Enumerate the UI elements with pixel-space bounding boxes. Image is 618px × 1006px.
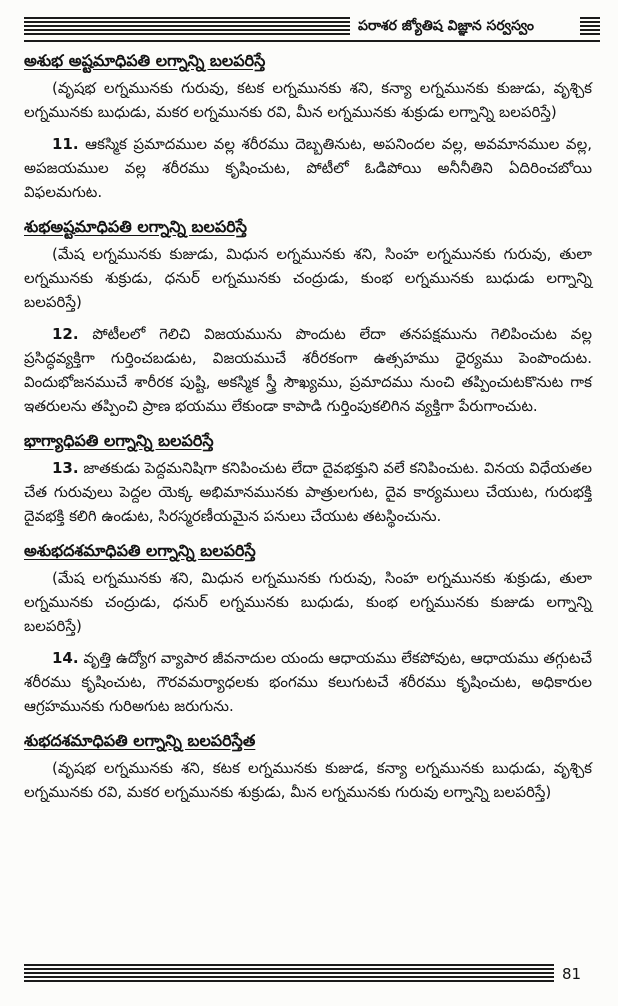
section-heading: శుభదశమాధిపతి లగ్నాన్ని బలపరిస్తేత	[24, 731, 256, 750]
page-footer	[24, 960, 600, 990]
header-rule-right	[580, 17, 600, 37]
running-header	[24, 14, 600, 38]
running-header-title: పరాశర జ్యోతిష విజ్ఞాన సర్వస్వం	[358, 18, 534, 34]
header-underline	[24, 40, 600, 42]
numbered-paragraph	[24, 646, 592, 718]
paragraph-text: ఆకస్మిక ప్రమాదముల వల్ల శరీరము దెబ్బతినుట, అపనిందల వల్ల, అవమానముల వల్ల, అపజయముల వల్ల శరీరము కృషించుట, పోటీలో ఓడిపోయి అనీనీతిని ఏదిరించబోయి విఫలమగుట.	[24, 135, 592, 201]
section-heading: శుభఅష్టమాధిపతి లగ్నాన్ని బలపరిస్తే	[24, 217, 247, 236]
paragraph-number: 12.	[52, 325, 79, 343]
paragraph-number: 14.	[52, 649, 79, 667]
paragraph-text: వృత్తి ఉద్యోగ వ్యాపార జీవనాదుల యందు ఆధాయము లేకపోవుట, ఆధాయము తగ్గుటచే శరీరము కృషించుట, గౌరవమర్యాధలకు భంగము కలుగుటచే శరీరము కృషించుట, అధికారుల ఆగ్రహమునకు గురిఅగుట జరుగును.	[24, 649, 592, 715]
numbered-paragraph	[24, 456, 592, 528]
parenthetical-paragraph: (మేష లగ్నమునకు శని, మిధున లగ్నమునకు గురువు, సింహ లగ్నమునకు శుక్రుడు, తులా లగ్నమునకు చంద్రుడు, ధనుర్ లగ్నమునకు బుధుడు, కుంభ లగ్నమునకు కుజుడు లగ్నాన్ని బలపరిస్తే)	[24, 569, 592, 635]
header-rule-left	[24, 17, 350, 37]
numbered-paragraph	[24, 132, 592, 204]
paragraph-number: 11.	[52, 135, 79, 153]
footer-rule	[24, 964, 554, 984]
page-body	[24, 46, 592, 812]
parenthetical-paragraph: (మేష లగ్నమునకు కుజుడు, మిధున లగ్నమునకు శని, సింహ లగ్నమునకు గురువు, తులా లగ్నమునకు శుక్రుడు, ధనుర్ లగ్నమునకు చంద్రుడు, కుంభ లగ్నమునకు బుధుడు లగ్నాన్ని బలపరిస్తే)	[24, 245, 592, 311]
parenthetical-paragraph: (వృషభ లగ్నమునకు గురువు, కటక లగ్నమునకు శని, కన్యా లగ్నమునకు కుజుడు, వృశ్చిక లగ్నమునకు బుధుడు, మకర లగ్నమునకు రవి, మీన లగ్నమునకు శుక్రుడు లగ్నాన్ని బలపరిస్తే)	[24, 79, 592, 121]
numbered-paragraph	[24, 322, 592, 418]
paragraph-text: పోటీలలో గెలిచి విజయమును పొందుట లేదా తనపక్షమును గెలిపించుట వల్ల ప్రసిద్ధవ్యక్తిగా గుర్తించబడుట, విజయముచే శరీరకంగా ఉత్సహము ధైర్యము పెంపొందుట. విందుభోజనముచే శారీరక పుష్టి, అకస్మిక స్త్రీ సౌఖ్యము, ప్రమాదము నుంచి తప్పించుటకొనుట గాక ఇతరులను తప్పించి ప్రాణ భయము లేకుండా కాపాడి గుర్తింపుకలిగిన వ్యక్తిగా పేరుగాంచుట.	[24, 325, 592, 415]
paragraph-text: జాతకుడు పెద్దమనిషిగా కనిపించుట లేదా దైవభక్తుని వలే కనిపించుట. వినయ విధేయతల చేత గురువులు పెద్దల యెక్క అభిమానమునకు పాత్రులగుట, దైవ కార్యములు చేయుట, గురుభక్తి దైవభక్తి కలిగి ఉండుట, సిరస్మరణీయమైన పనులు చేయుట తటస్థించును.	[24, 459, 592, 525]
paragraph-number: 13.	[52, 459, 79, 477]
parenthetical-paragraph: (వృషభ లగ్నమునకు శని, కటక లగ్నమునకు కుజుడ, కన్యా లగ్నమునకు బుధుడు, వృశ్చిక లగ్నమునకు రవి, మకర లగ్నమునకు శుక్రుడు, మీన లగ్నమునకు గురువు లగ్నాన్ని బలపరిస్తే)	[24, 759, 592, 801]
section-heading: భాగ్యాధిపతి లగ్నాన్ని బలపరిస్తే	[24, 431, 214, 450]
section-heading: అశుభదశమాధిపతి లగ్నాన్ని బలపరిస్తే	[24, 541, 256, 560]
section-heading: అశుభ అష్టమాధిపతి లగ్నాన్ని బలపరిస్తే	[24, 51, 266, 70]
page-number: 81	[562, 965, 582, 983]
